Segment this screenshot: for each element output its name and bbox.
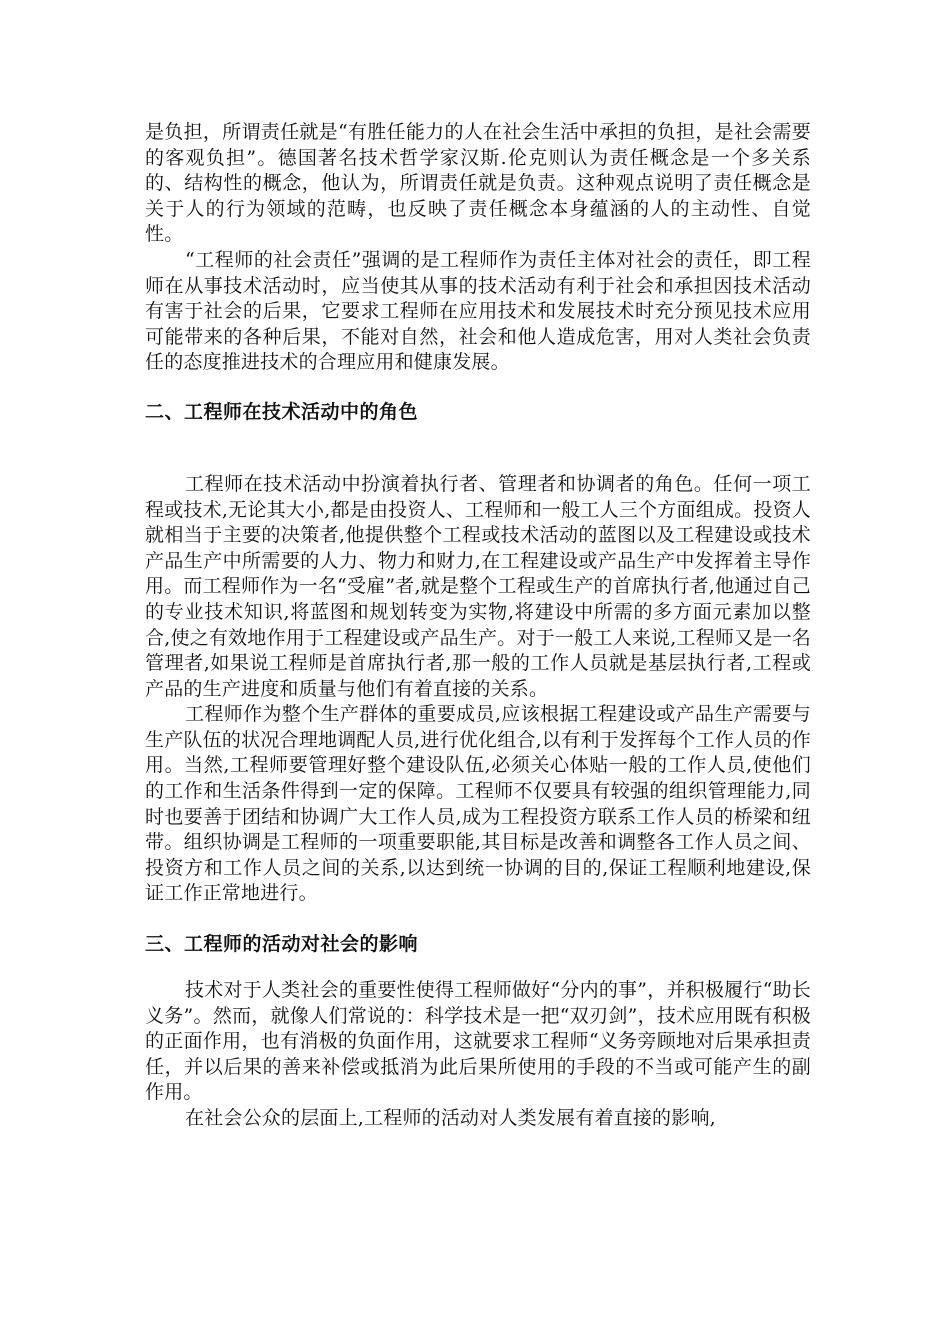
- paragraph-engineer-coordination: 工程师作为整个生产群体的重要成员,应该根据工程建设或产品生产需要与生产队伍的状况合理地调配人员,进行优化组合,以有利于发挥每个工作人员的作用。当然,工程师要管理好整个建设队伍,必须关心体贴一般的工作人员,使他们的工作和生活条件得到一定的保障。工程师不仅要具有较强的组织管理能力,同时也要善于团结和协调广大工作人员,成为工程投资方联系工作人员的桥梁和纽带。组织协调是工程师的一项重要职能,其目标是改善和调整各工作人员之间、投资方和工作人员之间的关系,以达到统一协调的目的,保证工程顺利地建设,保证工作正常地进行。: [145, 703, 811, 905]
- section-heading-engineer-role: 二、工程师在技术活动中的角色: [145, 400, 419, 423]
- paragraph-engineer-roles: 工程师在技术活动中扮演着执行者、管理者和协调者的角色。任何一项工程或技术,无论其大小,都是由投资人、工程师和一般工人三个方面组成。投资人就相当于主要的决策者,他提供整个工程或技术活动的蓝图以及工程建设或技术产品生产中所需要的人力、物力和财力,在工程建设或产品生产中发挥着主导作用。而工程师作为一名“受雇”者,就是整个工程或生产的首席执行者,他通过自己的专业技术知识,将蓝图和规划转变为实物,将建设中所需的多方面元素加以整合,使之有效地作用于工程建设或产品生产。对于一般工人来说,工程师又是一名管理者,如果说工程师是首席执行者,那一般的工作人员就是基层执行者,工程或产品的生产进度和质量与他们有着直接的关系。: [145, 472, 811, 700]
- section-heading-social-impact: 三、工程师的活动对社会的影响: [145, 933, 419, 956]
- paragraph-engineer-social-responsibility: “工程师的社会责任”强调的是工程师作为责任主体对社会的责任，即工程师在从事技术活动时，应当使其从事的技术活动有利于社会和承担因技术活动有害于社会的后果，它要求工程师在应用技术和发展技术时充分预见技术应用可能带来的各种后果，不能对自然，社会和他人造成危害，用对人类社会负责任的态度推进技术的合理应用和健康发展。: [145, 248, 811, 374]
- document-body: [145, 120, 811, 1132]
- paragraph-public-level: 在社会公众的层面上,工程师的活动对人类发展有着直接的影响,: [185, 1107, 716, 1129]
- paragraph-responsibility-concept: 是负担，所谓责任就是“有胜任能力的人在社会生活中承担的负担，是社会需要的客观负担”。德国著名技术哲学家汉斯.伦克则认为责任概念是一个多关系的、结构性的概念，他认为，所谓责任就是负责。这种观点说明了责任概念是关于人的行为领域的范畴，也反映了责任概念本身蕴涵的人的主动性、自觉性。: [145, 121, 811, 246]
- paragraph-double-edged-sword: 技术对于人类社会的重要性使得工程师做好“分内的事”，并积极履行“助长义务”。然而，就像人们常说的：科学技术是一把“双刃剑”，技术应用既有积极的正面作用，也有消极的负面作用，这就要求工程师“义务旁顾地对后果承担责任，并以后果的善来补偿或抵消为此后果所使用的手段的不当或可能产生的副作用。: [145, 979, 811, 1104]
